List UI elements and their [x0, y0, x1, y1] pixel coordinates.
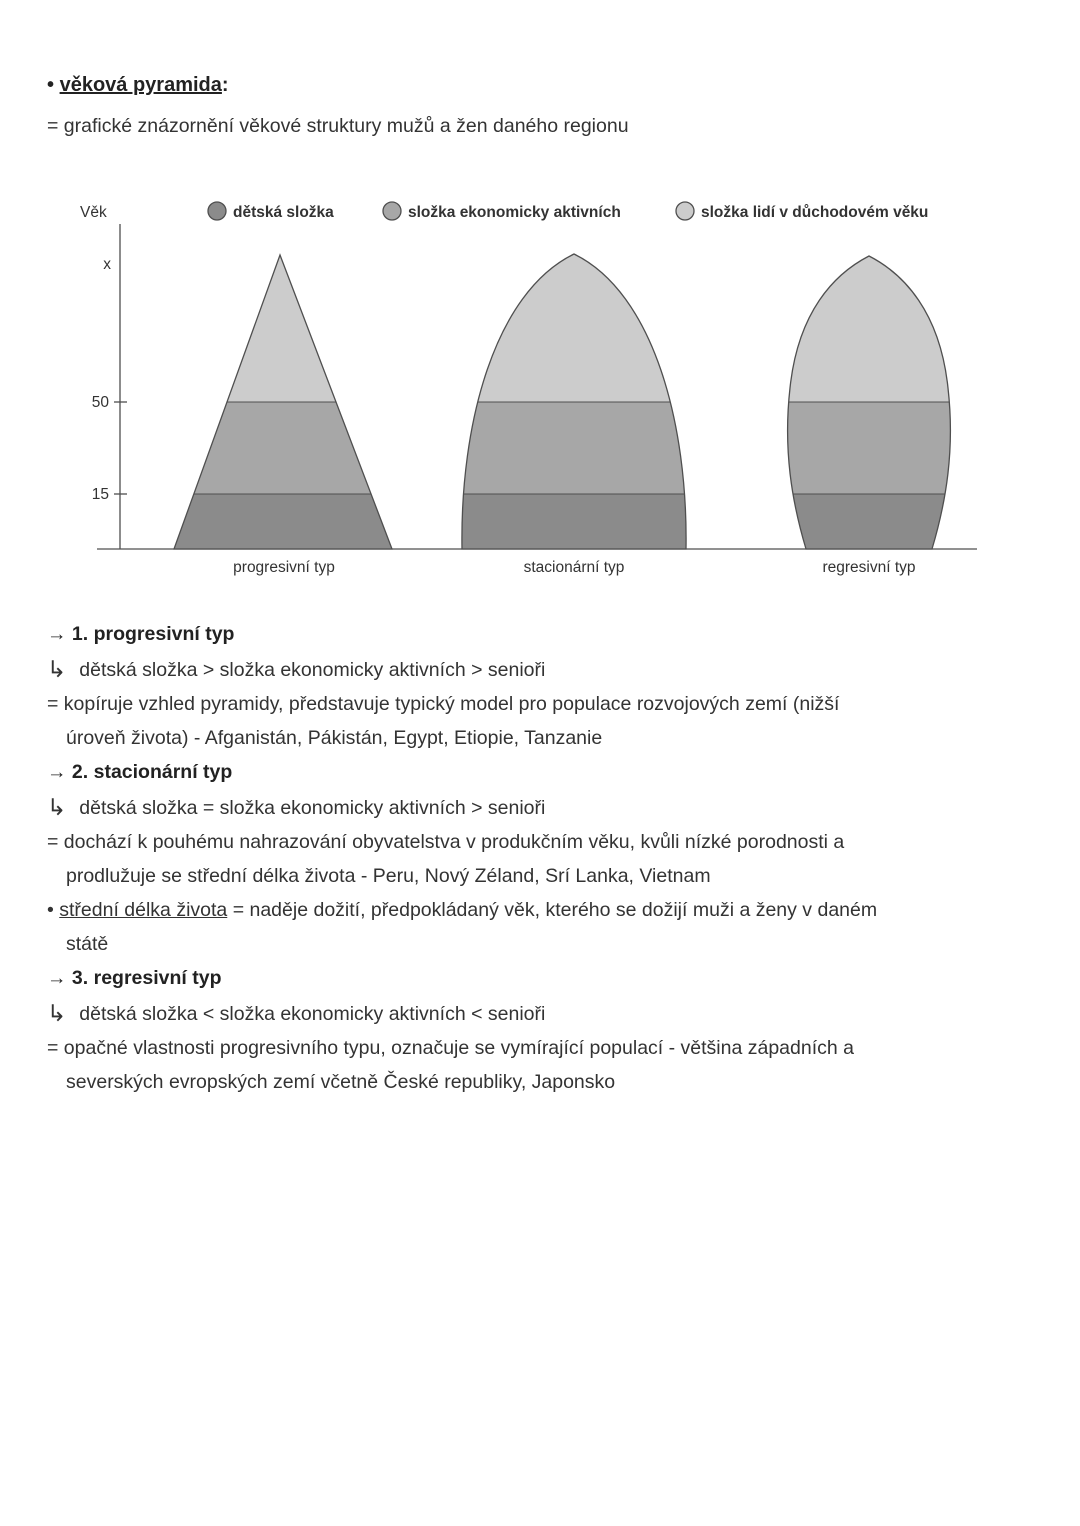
section-regressive — [47, 961, 1035, 1099]
note-bullet: • — [47, 899, 54, 921]
section-stationary — [47, 755, 1035, 893]
note-continuation: státě — [66, 933, 109, 955]
band-active — [447, 402, 702, 494]
figure-legend — [208, 202, 928, 221]
y-axis-label: Věk — [80, 204, 107, 221]
band-children — [772, 494, 967, 549]
hook-arrow-icon: ↳ — [47, 1000, 67, 1026]
legend-swatch-retired-icon — [676, 202, 694, 220]
type-label-progressive: progresivní typ — [233, 559, 335, 576]
arrow-right-icon: → — [47, 623, 67, 645]
page-title — [47, 74, 1035, 97]
type-label-regressive: regresivní typ — [822, 559, 916, 576]
note-term: střední délka života — [59, 899, 228, 921]
pyramid-stationary — [447, 190, 702, 549]
age-pyramid-figure — [47, 190, 1035, 593]
relation-text: dětská složka > složka ekonomicky aktivních > senioři — [79, 659, 546, 681]
note-life-expectancy — [47, 893, 1035, 961]
band-active — [147, 402, 417, 494]
description-line: prodlužuje se střední délka života - Peru, Nový Zéland, Srí Lanka, Vietnam — [66, 865, 711, 887]
band-children — [147, 494, 417, 549]
description-line: = kopíruje vzhled pyramidy, představuje typický model pro populace rozvojových zemí (nižší — [47, 693, 840, 715]
tick-label-50: 50 — [91, 394, 109, 411]
age-pyramid-diagram — [47, 190, 1037, 588]
section-heading — [47, 755, 1035, 789]
band-active — [772, 402, 967, 494]
band-retired — [772, 190, 967, 402]
arrow-right-icon: → — [47, 967, 67, 989]
relation-line — [47, 995, 1035, 1031]
pyramid-progressive — [147, 190, 417, 549]
section-heading-text: 1. progresivní typ — [71, 623, 235, 645]
band-retired — [447, 190, 702, 402]
relation-line — [47, 789, 1035, 825]
note-text: = naděje dožití, předpokládaný věk, kterého se dožijí muži a ženy v daném — [232, 899, 878, 921]
tick-label-x: x — [103, 256, 111, 273]
section-heading-text: 3. regresivní typ — [71, 967, 222, 989]
tick-label-15: 15 — [91, 486, 109, 503]
relation-line — [47, 651, 1035, 687]
pyramid-regressive — [772, 190, 967, 549]
title-bullet: • — [47, 74, 55, 96]
description-line: úroveň života) - Afganistán, Pákistán, Egypt, Etiopie, Tanzanie — [66, 727, 603, 749]
arrow-right-icon: → — [47, 761, 67, 783]
band-children — [447, 494, 702, 549]
hook-arrow-icon: ↳ — [47, 656, 67, 682]
relation-text: dětská složka = složka ekonomicky aktivních > senioři — [79, 797, 546, 819]
legend-label-active: složka ekonomicky aktivních — [408, 204, 621, 221]
section-heading — [47, 617, 1035, 651]
title-colon: : — [221, 74, 229, 96]
hook-arrow-icon: ↳ — [47, 794, 67, 820]
description-line: = dochází k pouhému nahrazování obyvatelstva v produkčním věku, kvůli nízké porodnosti a — [47, 831, 845, 853]
legend-label-children: dětská složka — [233, 204, 334, 221]
type-label-stationary: stacionární typ — [523, 559, 625, 576]
relation-text: dětská složka < složka ekonomicky aktivních < senioři — [79, 1003, 546, 1025]
legend-label-retired: složka lidí v důchodovém věku — [701, 204, 929, 221]
section-heading-text: 2. stacionární typ — [71, 761, 233, 783]
legend-swatch-active-icon — [383, 202, 401, 220]
description-line: = opačné vlastnosti progresivního typu, označuje se vymírající populací - většina západních a — [47, 1037, 854, 1059]
note-line — [47, 893, 1035, 927]
band-retired — [147, 190, 417, 402]
section-progressive — [47, 617, 1035, 755]
legend-swatch-children-icon — [208, 202, 226, 220]
section-heading — [47, 961, 1035, 995]
definition-text: = grafické znázornění věkové struktury mužů a žen daného regionu — [47, 115, 629, 137]
description-line: severských evropských zemí včetně České republiky, Japonsko — [66, 1071, 616, 1093]
title-term: věková pyramida — [59, 74, 222, 96]
